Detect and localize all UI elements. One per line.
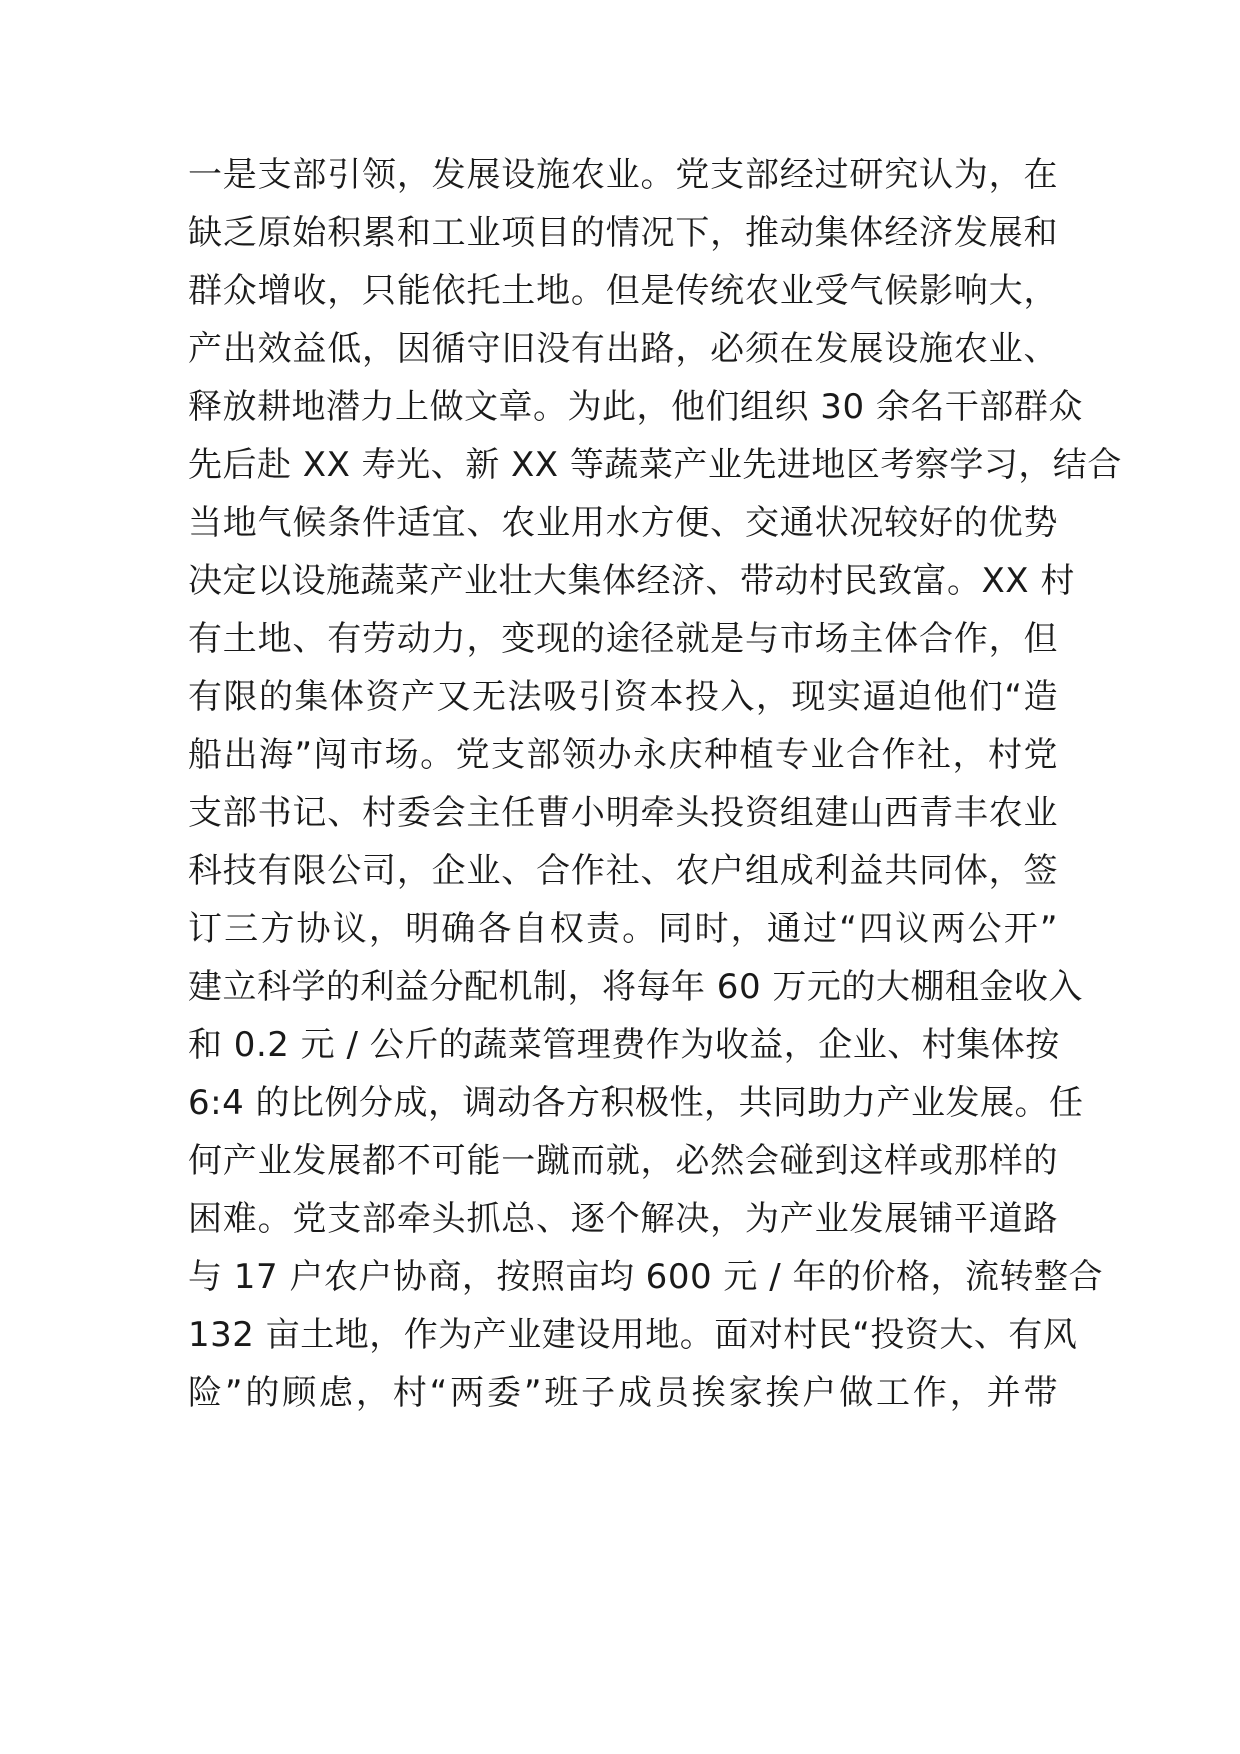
- paragraph-line: 险”的顾虑，村“两委”班子成员挨家挨户做工作，并带: [188, 1373, 1058, 1413]
- paragraph-line: 决定以设施蔬菜产业壮大集体经济、带动村民致富。XX 村: [188, 561, 1075, 601]
- paragraph-line: 6:4 的比例分成，调动各方积极性，共同助力产业发展。任: [188, 1083, 1084, 1123]
- paragraph-line: 建立科学的利益分配机制，将每年 60 万元的大棚租金收入: [188, 967, 1083, 1007]
- paragraph-line: 和 0.2 元 / 公斤的蔬菜管理费作为收益，企业、村集体按: [188, 1025, 1060, 1065]
- paragraph-line: 产出效益低，因循守旧没有出路，必须在发展设施农业、: [188, 329, 1058, 369]
- paragraph-line: 科技有限公司，企业、合作社、农户组成利益共同体，签: [188, 851, 1058, 891]
- paragraph-line: 与 17 户农户协商，按照亩均 600 元 / 年的价格，流转整合: [188, 1257, 1103, 1297]
- paragraph-line: 有土地、有劳动力，变现的途径就是与市场主体合作，但: [188, 619, 1058, 659]
- paragraph-line: 有限的集体资产又无法吸引资本投入，现实逼迫他们“造: [188, 677, 1058, 717]
- paragraph-line: 困难。党支部牵头抓总、逐个解决，为产业发展铺平道路: [188, 1199, 1058, 1239]
- paragraph-line: 释放耕地潜力上做文章。为此，他们组织 30 余名干部群众: [188, 387, 1083, 427]
- paragraph-line: 船出海”闯市场。党支部领办永庆种植专业合作社，村党: [188, 735, 1058, 775]
- paragraph-line: 当地气候条件适宜、农业用水方便、交通状况较好的优势: [188, 503, 1058, 543]
- paragraph-line: 先后赴 XX 寿光、新 XX 等蔬菜产业先进地区考察学习，结合: [188, 445, 1122, 485]
- paragraph-line: 缺乏原始积累和工业项目的情况下，推动集体经济发展和: [188, 213, 1058, 253]
- paragraph-line: 支部书记、村委会主任曹小明牵头投资组建山西青丰农业: [188, 793, 1058, 833]
- paragraph-line: 何产业发展都不可能一蹴而就，必然会碰到这样或那样的: [188, 1141, 1058, 1181]
- paragraph-line: 一是支部引领，发展设施农业。党支部经过研究认为，在: [188, 155, 1058, 195]
- paragraph-line: 订三方协议，明确各自权责。同时，通过“四议两公开”: [188, 909, 1058, 949]
- paragraph-line: 群众增收，只能依托土地。但是传统农业受气候影响大，: [188, 271, 1058, 311]
- paragraph-line: 132 亩土地，作为产业建设用地。面对村民“投资大、有风: [188, 1315, 1078, 1355]
